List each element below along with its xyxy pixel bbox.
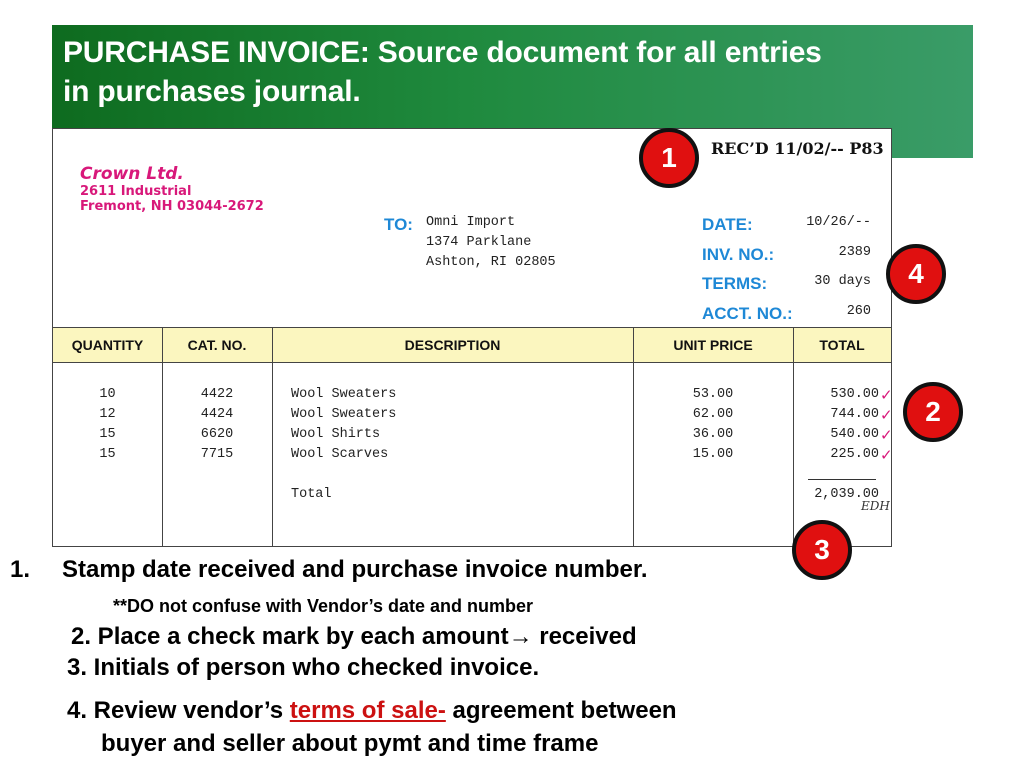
table-row xyxy=(53,385,891,405)
row-quantity: 15 xyxy=(99,427,116,442)
vendor-name: Crown Ltd. xyxy=(80,164,184,184)
checker-initials: EDH xyxy=(861,499,890,513)
row-unit-price: 15.00 xyxy=(692,447,734,462)
table-row xyxy=(53,425,891,445)
row-cat-no: 7715 xyxy=(200,447,234,462)
header-unit-price: UNIT PRICE xyxy=(673,337,753,353)
note-4-text: 4. Review vendor’s xyxy=(67,697,290,724)
invoice-number-label: INV. NO.: xyxy=(702,245,775,264)
check-mark-icon: ✓ xyxy=(880,406,893,424)
row-description: Wool Shirts xyxy=(291,427,381,442)
row-total: 225.00 xyxy=(830,447,879,462)
buyer-street: 1374 Parklane xyxy=(426,235,532,250)
row-total: 540.00 xyxy=(830,427,879,442)
note-1: Stamp date received and purchase invoice number. xyxy=(62,556,648,583)
note-1-sub: **DO not confuse with Vendor’s date and number xyxy=(113,596,534,616)
table-row xyxy=(53,405,891,425)
callout-badge-1: 1 xyxy=(639,128,699,188)
note-4 xyxy=(67,697,677,725)
check-mark-icon: ✓ xyxy=(880,386,893,404)
terms-label: TERMS: xyxy=(702,274,768,293)
table-row xyxy=(53,445,891,465)
slide-title-line-2: in purchases journal. xyxy=(63,75,361,108)
note-1-number: 1. xyxy=(10,556,31,583)
row-description: Wool Scarves xyxy=(291,447,389,462)
header-total: TOTAL xyxy=(819,337,865,353)
vendor-company xyxy=(80,165,264,214)
callout-badge-4: 4 xyxy=(886,244,946,304)
received-stamp: REC’D 11/02/-- P83 xyxy=(711,139,884,158)
total-row xyxy=(53,485,891,505)
total-label: Total xyxy=(291,487,332,502)
note-4-text-end: agreement between xyxy=(445,697,677,724)
slide-title-line-1: PURCHASE INVOICE: Source document for all entries xyxy=(63,36,822,69)
note-2 xyxy=(71,623,637,651)
row-cat-no: 6620 xyxy=(200,427,234,442)
table-header xyxy=(53,327,891,363)
buyer-name: Omni Import xyxy=(426,215,516,230)
arrow-right-icon: → xyxy=(508,623,533,650)
vendor-address-line-1: 2611 Industrial xyxy=(80,184,192,199)
date-value: 10/26/-- xyxy=(806,215,871,230)
terms-of-sale-link[interactable]: terms of sale- xyxy=(289,697,446,724)
purchase-invoice xyxy=(52,128,892,547)
note-3: 3. Initials of person who checked invoice. xyxy=(67,654,540,681)
sum-underline xyxy=(808,479,876,480)
account-number-value: 260 xyxy=(846,304,871,319)
row-cat-no: 4424 xyxy=(200,407,234,422)
row-description: Wool Sweaters xyxy=(291,387,397,402)
vendor-address-line-2: Fremont, NH 03044-2672 xyxy=(80,199,264,214)
note-4-line-2: buyer and seller about pymt and time frame xyxy=(101,730,599,757)
row-quantity: 12 xyxy=(99,407,116,422)
header-description: DESCRIPTION xyxy=(404,337,501,353)
row-quantity: 10 xyxy=(99,387,116,402)
header-cat-no: CAT. NO. xyxy=(187,337,247,353)
note-2-text-end: received xyxy=(532,623,637,650)
date-label: DATE: xyxy=(702,215,753,234)
invoice-number-value: 2389 xyxy=(838,245,871,260)
row-unit-price: 36.00 xyxy=(692,427,734,442)
check-mark-icon: ✓ xyxy=(880,426,893,444)
row-quantity: 15 xyxy=(99,447,116,462)
terms-value: 30 days xyxy=(814,274,871,289)
buyer-city: Ashton, RI 02805 xyxy=(426,255,556,270)
row-unit-price: 62.00 xyxy=(692,407,734,422)
header-quantity: QUANTITY xyxy=(71,337,144,353)
total-value: 2,039.00 xyxy=(814,487,879,502)
row-total: 744.00 xyxy=(830,407,879,422)
row-description: Wool Sweaters xyxy=(291,407,397,422)
check-mark-icon: ✓ xyxy=(880,446,893,464)
row-total: 530.00 xyxy=(830,387,879,402)
row-unit-price: 53.00 xyxy=(692,387,734,402)
account-number-label: ACCT. NO.: xyxy=(702,304,793,323)
slide-title xyxy=(63,33,963,111)
row-cat-no: 4422 xyxy=(200,387,234,402)
callout-badge-2: 2 xyxy=(903,382,963,442)
note-2-text: 2. Place a check mark by each amount xyxy=(71,623,509,650)
to-label: TO: xyxy=(384,215,413,234)
callout-badge-3: 3 xyxy=(792,520,852,580)
